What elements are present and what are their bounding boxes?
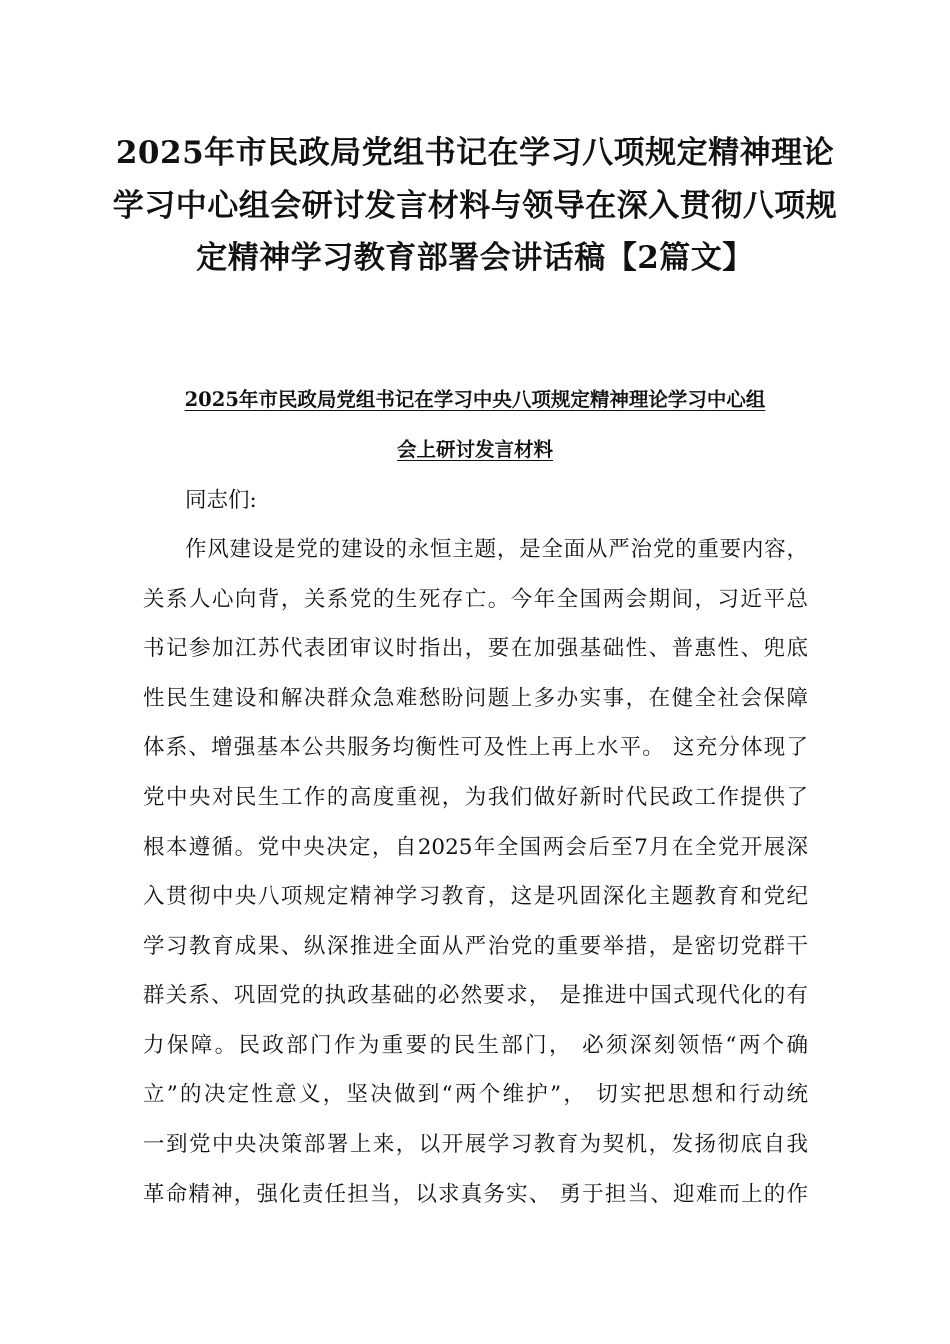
body-line: 一到党中央决策部署上来，以开展学习教育为契机，发扬彻底自我 — [143, 1132, 808, 1157]
salutation: 同志们: — [185, 488, 257, 513]
body-line: 学习教育成果、纵深推进全面从严治党的重要举措，是密切党群干 — [143, 934, 808, 959]
document-title-line: 2025年市民政局党组书记在学习八项规定精神理论 — [115, 135, 835, 171]
document-title-line: 学习中心组会研讨发言材料与领导在深入贯彻八项规 — [112, 188, 838, 224]
document-title-line: 定精神学习教育部署会讲话稿【2篇文】 — [196, 240, 754, 276]
section-title-line: 2025年市民政局党组书记在学习中央八项规定精神理论学习中心组 — [184, 388, 766, 411]
body-line: 力保障。民政部门作为重要的民生部门， 必须深刻领悟“两个确 — [143, 1033, 808, 1058]
body-line: 群关系、巩固党的执政基础的必然要求， 是推进中国式现代化的有 — [143, 983, 808, 1008]
body-line: 立”的决定性意义，坚决做到“两个维护”， 切实把思想和行动统 — [143, 1082, 808, 1107]
body-line: 革命精神，强化责任担当，以求真务实、 勇于担当、迎难而上的作 — [143, 1182, 808, 1207]
body-line: 党中央对民生工作的高度重视，为我们做好新时代民政工作提供了 — [143, 785, 808, 810]
body-line: 体系、增强基本公共服务均衡性可及性上再上水平。 这充分体现了 — [143, 735, 808, 760]
body-line: 书记参加江苏代表团审议时指出，要在加强基础性、普惠性、兜底 — [143, 636, 808, 661]
body-line: 根本遵循。党中央决定，自2025年全国两会后至7月在全党开展深 — [143, 835, 808, 860]
body-line: 入贯彻中央八项规定精神学习教育，这是巩固深化主题教育和党纪 — [143, 884, 808, 909]
section-title-line: 会上研讨发言材料 — [396, 438, 553, 461]
body-line: 关系人心向背，关系党的生死存亡。今年全国两会期间，习近平总 — [143, 587, 808, 612]
body-line: 性民生建设和解决群众急难愁盼问题上多办实事，在健全社会保障 — [143, 686, 808, 711]
body-line: 作风建设是党的建设的永恒主题，是全面从严治党的重要内容， — [185, 537, 808, 562]
